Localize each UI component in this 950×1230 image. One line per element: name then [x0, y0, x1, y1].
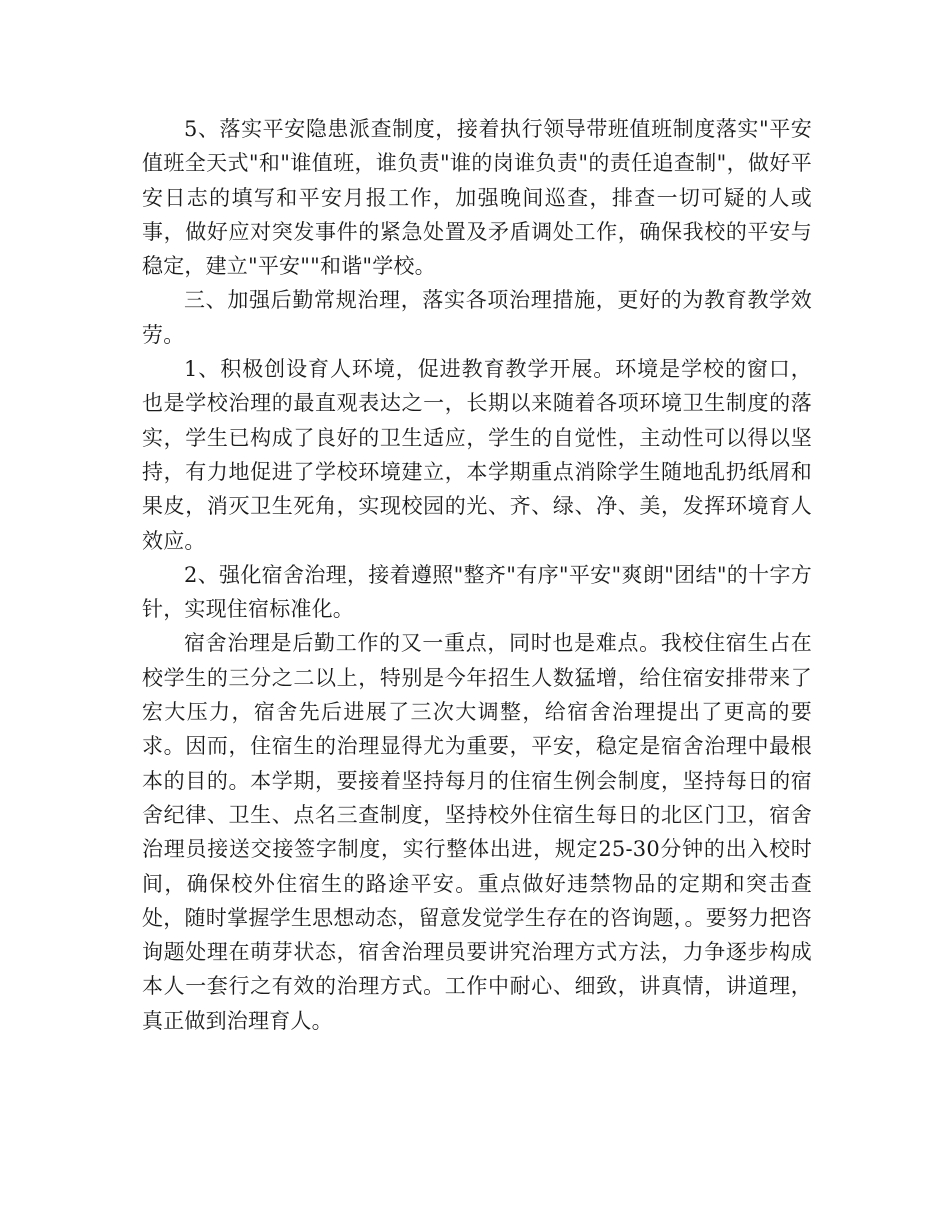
paragraph-dormitory-policy: 2、强化宿舍治理，接着遵照"整齐"有序"平安"爽朗"团结"的十字方针，实现住宿标准化。 [142, 562, 812, 622]
document-body [142, 112, 812, 1038]
paragraph-environment: 1、积极创设育人环境，促进教育教学开展。环境是学校的窗口，也是学校治理的最直观表达之一，长期以来随着各项环境卫生制度的落实，学生已构成了良好的卫生适应，学生的自觉性，主动性可以得以坚持，有力地促进了学校环境建立，本学期重点消除学生随地乱扔纸屑和果皮，消灭卫生死角，实现校园的光、齐、绿、净、美，发挥环境育人效应。 [142, 357, 812, 553]
paragraph-dormitory-management: 宿舍治理是后勤工作的又一重点，同时也是难点。我校住宿生占在校学生的三分之二以上，特别是今年招生人数猛增，给住宿安排带来了宏大压力，宿舍先后进展了三次大调整，给宿舍治理提出了更高的要求。因而，住宿生的治理显得尤为重要，平安，稳定是宿舍治理中最根本的目的。本学期，要接着坚持每月的住宿生例会制度，坚持每日的宿舍纪律、卫生、点名三查制度，坚持校外住宿生每日的北区门卫，宿舍治理员接送交接签字制度，实行整体出进，规定25-30分钟的出入校时间，确保校外住宿生的路途平安。重点做好违禁物品的定期和突击查处，随时掌握学生思想动态，留意发觉学生存在的咨询题，。要努力把咨询题处理在萌芽状态，宿舍治理员要讲究治理方式方法，力争逐步构成本人一套行之有效的治理方式。工作中耐心、细致，讲真情，讲道理，真正做到治理育人。 [142, 631, 812, 1033]
paragraph-safety-inspection: 5、落实平安隐患派查制度，接着执行领导带班值班制度落实"平安值班全天式"和"谁值班，谁负责"谁的岗谁负责"的责任追查制"，做好平安日志的填写和平安月报工作，加强晚间巡查，排查一切可疑的人或事，做好应对突发事件的紧急处置及矛盾调处工作，确保我校的平安与稳定，建立"平安""和谐"学校。 [142, 117, 812, 279]
paragraph-logistics-heading: 三、加强后勤常规治理，落实各项治理措施，更好的为教育教学效劳。 [142, 288, 812, 347]
